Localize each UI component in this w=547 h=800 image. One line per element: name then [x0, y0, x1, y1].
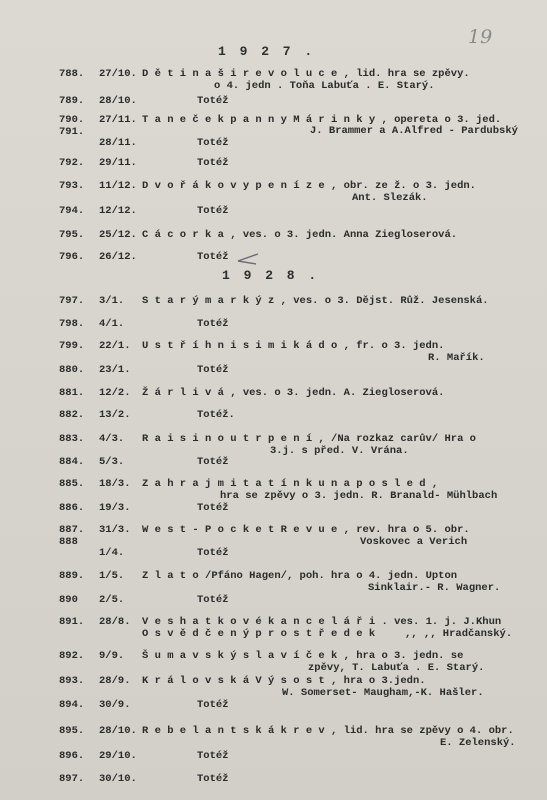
title-text: K r á l o v s k á V ý s o s t , — [142, 675, 338, 687]
entry-number: 887. — [59, 524, 85, 536]
entry-title — [142, 478, 438, 490]
entry-number: 795. — [59, 229, 85, 241]
title-rest: opereta o 3. jed. — [394, 114, 502, 126]
entry-number: 883. — [59, 433, 85, 445]
entry-author: 3.j. s před. V. Vrána. — [270, 445, 409, 457]
entry-date: 13/2. — [99, 409, 131, 421]
title-rest: lid. hra se zpěvy o 4. obr. — [343, 725, 514, 737]
title-text: W e s t - P o c k e t R e v u e , — [142, 524, 350, 536]
entry-date: 30/9. — [99, 699, 131, 711]
entry-author: W. Somerset- Maugham,-K. Hašler. — [282, 687, 484, 699]
title-rest: obr. ze ž. o 3. jedn. — [343, 180, 476, 192]
entry-date: 5/3. — [99, 456, 125, 468]
entry-date: 4/3. — [99, 433, 125, 445]
entry-title — [142, 433, 476, 445]
title-rest: rev. hra o 5. obr. — [356, 524, 470, 536]
entry-repeat: Totéž — [197, 456, 229, 468]
entry-number: 798. — [59, 318, 85, 330]
entry-number: 886. — [59, 502, 85, 514]
entry-title — [142, 524, 470, 536]
entry-number: 792. — [59, 157, 85, 169]
title-text: Z l a t o — [142, 570, 199, 582]
entry-author: Voskovec a Verich — [360, 536, 468, 548]
entry-number: 791. — [59, 126, 85, 138]
entry-date: 12/2. — [99, 387, 131, 399]
entry-number: 794. — [59, 205, 85, 217]
entry-repeat: Totéž — [197, 157, 229, 169]
entry-title — [142, 68, 470, 80]
entry-title — [142, 725, 514, 737]
entry-number: 891. — [59, 616, 85, 628]
entry-title — [142, 387, 444, 399]
entry-date: 29/11. — [99, 157, 137, 169]
pen-tick-mark — [236, 252, 262, 266]
entry-author: hra se zpěvy o 3. jedn. R. Branald- Mühlbach — [220, 490, 498, 502]
entry-number: 882. — [59, 409, 85, 421]
entry-number: 788. — [59, 68, 85, 80]
entry-repeat: Totéž — [197, 773, 229, 785]
entry-repeat: Totéž — [197, 251, 229, 263]
entry-title — [142, 340, 444, 352]
entry-date: 28/9. — [99, 675, 131, 687]
year-heading-1928: 1 9 2 8 . — [222, 268, 320, 283]
entry-date: 25/12. — [99, 229, 137, 241]
entry-date: 11/12. — [99, 180, 137, 192]
entry-number: 888 — [59, 536, 78, 548]
entry-author: o 4. jedn . Toňa Labuťa . E. Starý. — [214, 80, 435, 92]
entry-title — [142, 229, 457, 241]
entry-number: 890 — [59, 594, 78, 606]
entry-number: 797. — [59, 295, 85, 307]
entry-number: 799. — [59, 340, 85, 352]
entry-title — [142, 295, 489, 307]
entry-repeat: Totéž — [197, 502, 229, 514]
entry-title — [142, 180, 476, 192]
entry-repeat: Totéž — [197, 699, 229, 711]
title-rest: /Pfáno Hagen/, poh. hra o 4. jedn. Upton — [205, 570, 458, 582]
title-text: T a n e č e k p a n n y M á r i n k y , — [142, 114, 388, 126]
entry-author: zpěvy, T. Labuťa . E. Starý. — [308, 662, 485, 674]
title-rest: lid. hra se zpěvy. — [356, 68, 470, 80]
entry-repeat: Totéž — [197, 750, 229, 762]
title-rest: ves. o 3. jedn. Anna Ziegloserová. — [242, 229, 458, 241]
title-rest: fr. o 3. jedn. — [356, 340, 445, 352]
entry-repeat: Totéž — [197, 364, 229, 376]
entry-date: 29/10. — [99, 750, 137, 762]
entry-number: 884. — [59, 456, 85, 468]
entry-date: 2/5. — [99, 594, 125, 606]
title-rest: hra o 3.jedn. — [343, 675, 426, 687]
entry-number: 796. — [59, 251, 85, 263]
entry-title — [142, 616, 501, 628]
title-text: Z a h r a j m i t a t í n k u n a p o s l e d , — [142, 478, 439, 490]
title-text: Š u m a v s k ý s l a v í č e k , — [142, 650, 350, 662]
entry-repeat: Totéž — [197, 205, 229, 217]
entry-repeat: Totéž — [197, 95, 229, 107]
entry-date: 26/12. — [99, 251, 137, 263]
entry-number: 897. — [59, 773, 85, 785]
entry-date: 27/11. — [99, 114, 137, 126]
entry-date: 28/10. — [99, 95, 137, 107]
entry-number: 896. — [59, 750, 85, 762]
entry-number: 793. — [59, 180, 85, 192]
entry-author: Sinklair.- R. Wagner. — [368, 582, 501, 594]
entry-number: 880. — [59, 364, 85, 376]
entry-date: 9/9. — [99, 650, 125, 662]
entry-date: 23/1. — [99, 364, 131, 376]
entry-number: 893. — [59, 675, 85, 687]
title-text: R a i s i n o u t r p e n í , — [142, 433, 325, 445]
entry-repeat: Totéž — [197, 137, 229, 149]
entry-number: 789. — [59, 95, 85, 107]
title-text: S t a r ý m a r k ý z , — [142, 295, 287, 307]
entry-date: 31/3. — [99, 524, 131, 536]
entry-repeat: Totéž — [197, 594, 229, 606]
entry-repeat: Totéž. — [197, 409, 235, 421]
title-rest: /Na rozkaz carův/ Hra o — [331, 433, 476, 445]
title-text: Ž á r l i v á , — [142, 387, 237, 399]
entry-date: 28/11. — [99, 137, 137, 149]
entry-title — [142, 675, 426, 687]
entry-date: 18/3. — [99, 478, 131, 490]
entry-date: 22/1. — [99, 340, 131, 352]
entry-author: E. Zelenský. — [440, 737, 516, 749]
entry-date: 19/3. — [99, 502, 131, 514]
title-text: V e s h a t k o v é k a n c e l á ř i . — [142, 616, 388, 628]
entry-date: 27/10. — [99, 68, 137, 80]
entry-number: 790. — [59, 114, 85, 126]
title-rest: ves. o 3. Dějst. Růž. Jesenská. — [293, 295, 489, 307]
title-text: U s t ř í h n i s i m i k á d o , — [142, 340, 350, 352]
title-text: D v o ř á k o v y p e n í z e , — [142, 180, 338, 192]
year-heading-1927: 1 9 2 7 . — [218, 44, 316, 59]
entry-date: 1/5. — [99, 570, 125, 582]
entry-date: 30/10. — [99, 773, 137, 785]
title-rest: ves. 1. j. J.Khun — [394, 616, 502, 628]
entry-author: J. Brammer a A.Alfred - Pardubský — [310, 125, 518, 137]
entry-date: 28/8. — [99, 616, 131, 628]
entry-date: 1/4. — [99, 547, 125, 559]
entry-date: 3/1. — [99, 295, 125, 307]
entry-date: 4/1. — [99, 318, 125, 330]
entry-subtitle: O s v ě d č e n ý p r o s t ř e d e k — [142, 628, 376, 640]
entry-author: Ant. Slezák. — [352, 192, 428, 204]
title-text: C á c o r k a , — [142, 229, 237, 241]
title-rest: ves. o 3. jedn. A. Ziegloserová. — [242, 387, 445, 399]
title-text: D ě t i n a š i r e v o l u c e , — [142, 68, 350, 80]
entry-repeat: Totéž — [197, 547, 229, 559]
entry-date: 12/12. — [99, 205, 137, 217]
entry-author: ,, ,, Hradčanský. — [405, 628, 513, 640]
entry-author: R. Mařík. — [428, 352, 485, 364]
page-number: 19 — [468, 26, 493, 48]
entry-date: 28/10. — [99, 725, 137, 737]
title-text: R e b e l a n t s k á k r e v , — [142, 725, 338, 737]
entry-number: 885. — [59, 478, 85, 490]
entry-number: 895. — [59, 725, 85, 737]
entry-number: 894. — [59, 699, 85, 711]
entry-repeat: Totéž — [197, 318, 229, 330]
entry-number: 889. — [59, 570, 85, 582]
entry-number: 892. — [59, 650, 85, 662]
entry-title — [142, 650, 463, 662]
entry-number: 881. — [59, 387, 85, 399]
entry-title — [142, 570, 457, 582]
title-rest: hra o 3. jedn. se — [356, 650, 464, 662]
